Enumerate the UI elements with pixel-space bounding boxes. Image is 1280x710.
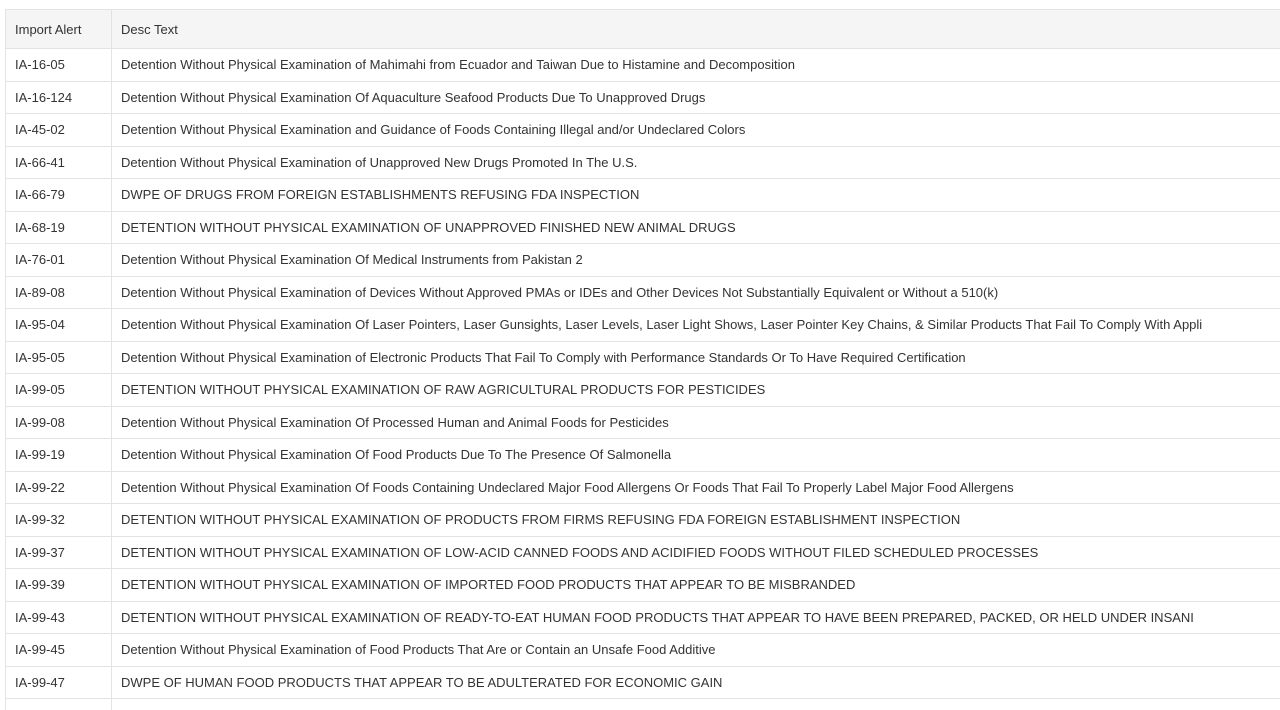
cell-import-alert: IA-66-79 bbox=[6, 179, 112, 212]
cell-import-alert: IA-99-39 bbox=[6, 569, 112, 602]
cell-desc-text: Detention Without Physical Examination Of Food Products Due To The Presence Of Salmonella bbox=[112, 439, 1280, 472]
import-alert-table bbox=[5, 9, 1280, 710]
cell-import-alert: IA-99-19 bbox=[6, 439, 112, 472]
cell-import-alert: IA-99-08 bbox=[6, 406, 112, 439]
table-row[interactable] bbox=[6, 406, 1280, 439]
table-header-row bbox=[6, 10, 1280, 49]
table-row[interactable] bbox=[6, 276, 1280, 309]
cell-desc-text: Detention Without Physical Examination of Electronic Products That Fail To Comply with Performance Standards Or To Have Required Certification bbox=[112, 341, 1280, 374]
cell-desc-text: DETENTION WITHOUT PHYSICAL EXAMINATION OF PRODUCTS FROM FIRMS REFUSING FDA FOREIGN ESTABLISHMENT INSPECTION bbox=[112, 504, 1280, 537]
table-row[interactable] bbox=[6, 666, 1280, 699]
cell-desc-text: DWPE OF DRUGS FROM FOREIGN ESTABLISHMENTS REFUSING FDA INSPECTION bbox=[112, 179, 1280, 212]
table-row[interactable] bbox=[6, 179, 1280, 212]
cell-desc-text: Detention Without Physical Examination of Unapproved New Drugs Promoted In The U.S. bbox=[112, 146, 1280, 179]
cell-import-alert: IA-99-47 bbox=[6, 666, 112, 699]
cell-desc-text: DETENTION WITHOUT PHYSICAL EXAMINATION OF LOW-ACID CANNED FOODS AND ACIDIFIED FOODS WITHOUT FILED SCHEDULED PROCESSES bbox=[112, 536, 1280, 569]
table-row[interactable] bbox=[6, 504, 1280, 537]
cell-import-alert: IA-16-124 bbox=[6, 81, 112, 114]
table-row[interactable] bbox=[6, 309, 1280, 342]
table-row[interactable] bbox=[6, 439, 1280, 472]
table-row[interactable] bbox=[6, 536, 1280, 569]
cell-desc-text: DWPE OF HUMAN FOOD PRODUCTS THAT APPEAR TO BE ADULTERATED FOR ECONOMIC GAIN bbox=[112, 666, 1280, 699]
cell-import-alert: IA-89-08 bbox=[6, 276, 112, 309]
cell-import-alert: IA-95-04 bbox=[6, 309, 112, 342]
cell-import-alert: IA-99-22 bbox=[6, 471, 112, 504]
cell-import-alert: IA-45-02 bbox=[6, 114, 112, 147]
cell-import-alert: IA-99-43 bbox=[6, 601, 112, 634]
import-alert-table-container bbox=[5, 9, 1280, 710]
cell-import-alert: IA-99-37 bbox=[6, 536, 112, 569]
cell-desc-text bbox=[112, 699, 1280, 710]
cell-import-alert: IA-99-05 bbox=[6, 374, 112, 407]
column-header-import-alert[interactable]: Import Alert bbox=[6, 10, 112, 49]
table-row[interactable] bbox=[6, 211, 1280, 244]
cell-desc-text: Detention Without Physical Examination of Food Products That Are or Contain an Unsafe Food Additive bbox=[112, 634, 1280, 667]
table-row[interactable] bbox=[6, 114, 1280, 147]
cell-desc-text: Detention Without Physical Examination Of Processed Human and Animal Foods for Pesticides bbox=[112, 406, 1280, 439]
cell-desc-text: DETENTION WITHOUT PHYSICAL EXAMINATION OF UNAPPROVED FINISHED NEW ANIMAL DRUGS bbox=[112, 211, 1280, 244]
table-row[interactable] bbox=[6, 81, 1280, 114]
column-header-desc-text[interactable]: Desc Text bbox=[112, 10, 1280, 49]
cell-import-alert: IA-99-32 bbox=[6, 504, 112, 537]
cell-desc-text: Detention Without Physical Examination Of Foods Containing Undeclared Major Food Allergens Or Foods That Fail To Properly Label Major Food Allergens bbox=[112, 471, 1280, 504]
cell-desc-text: Detention Without Physical Examination Of Medical Instruments from Pakistan 2 bbox=[112, 244, 1280, 277]
cell-desc-text: Detention Without Physical Examination of Devices Without Approved PMAs or IDEs and Other Devices Not Substantially Equivalent or Without a 510(k) bbox=[112, 276, 1280, 309]
table-row[interactable] bbox=[6, 601, 1280, 634]
cell-import-alert: IA-66-41 bbox=[6, 146, 112, 179]
cell-import-alert: IA-99-45 bbox=[6, 634, 112, 667]
table-row[interactable] bbox=[6, 699, 1280, 710]
cell-desc-text: DETENTION WITHOUT PHYSICAL EXAMINATION OF READY-TO-EAT HUMAN FOOD PRODUCTS THAT APPEAR TO HAVE BEEN PREPARED, PACKED, OR HELD UNDER INSANI bbox=[112, 601, 1280, 634]
cell-desc-text: Detention Without Physical Examination of Mahimahi from Ecuador and Taiwan Due to Histamine and Decomposition bbox=[112, 49, 1280, 82]
cell-import-alert: IA-68-19 bbox=[6, 211, 112, 244]
cell-import-alert: IA-16-05 bbox=[6, 49, 112, 82]
cell-import-alert: IA-76-01 bbox=[6, 244, 112, 277]
table-row[interactable] bbox=[6, 634, 1280, 667]
table-row[interactable] bbox=[6, 374, 1280, 407]
table-row[interactable] bbox=[6, 146, 1280, 179]
table-row[interactable] bbox=[6, 341, 1280, 374]
table-row[interactable] bbox=[6, 569, 1280, 602]
cell-desc-text: DETENTION WITHOUT PHYSICAL EXAMINATION OF IMPORTED FOOD PRODUCTS THAT APPEAR TO BE MISBRANDED bbox=[112, 569, 1280, 602]
table-body bbox=[6, 49, 1280, 710]
cell-desc-text: DETENTION WITHOUT PHYSICAL EXAMINATION OF RAW AGRICULTURAL PRODUCTS FOR PESTICIDES bbox=[112, 374, 1280, 407]
cell-desc-text: Detention Without Physical Examination Of Aquaculture Seafood Products Due To Unapproved Drugs bbox=[112, 81, 1280, 114]
table-row[interactable] bbox=[6, 244, 1280, 277]
table-row[interactable] bbox=[6, 49, 1280, 82]
cell-import-alert: IA-95-05 bbox=[6, 341, 112, 374]
cell-desc-text: Detention Without Physical Examination Of Laser Pointers, Laser Gunsights, Laser Levels, Laser Light Shows, Laser Pointer Key Chains, & Similar Products That Fail To Comply With Appli bbox=[112, 309, 1280, 342]
cell-import-alert bbox=[6, 699, 112, 710]
cell-desc-text: Detention Without Physical Examination and Guidance of Foods Containing Illegal and/or Undeclared Colors bbox=[112, 114, 1280, 147]
table-row[interactable] bbox=[6, 471, 1280, 504]
